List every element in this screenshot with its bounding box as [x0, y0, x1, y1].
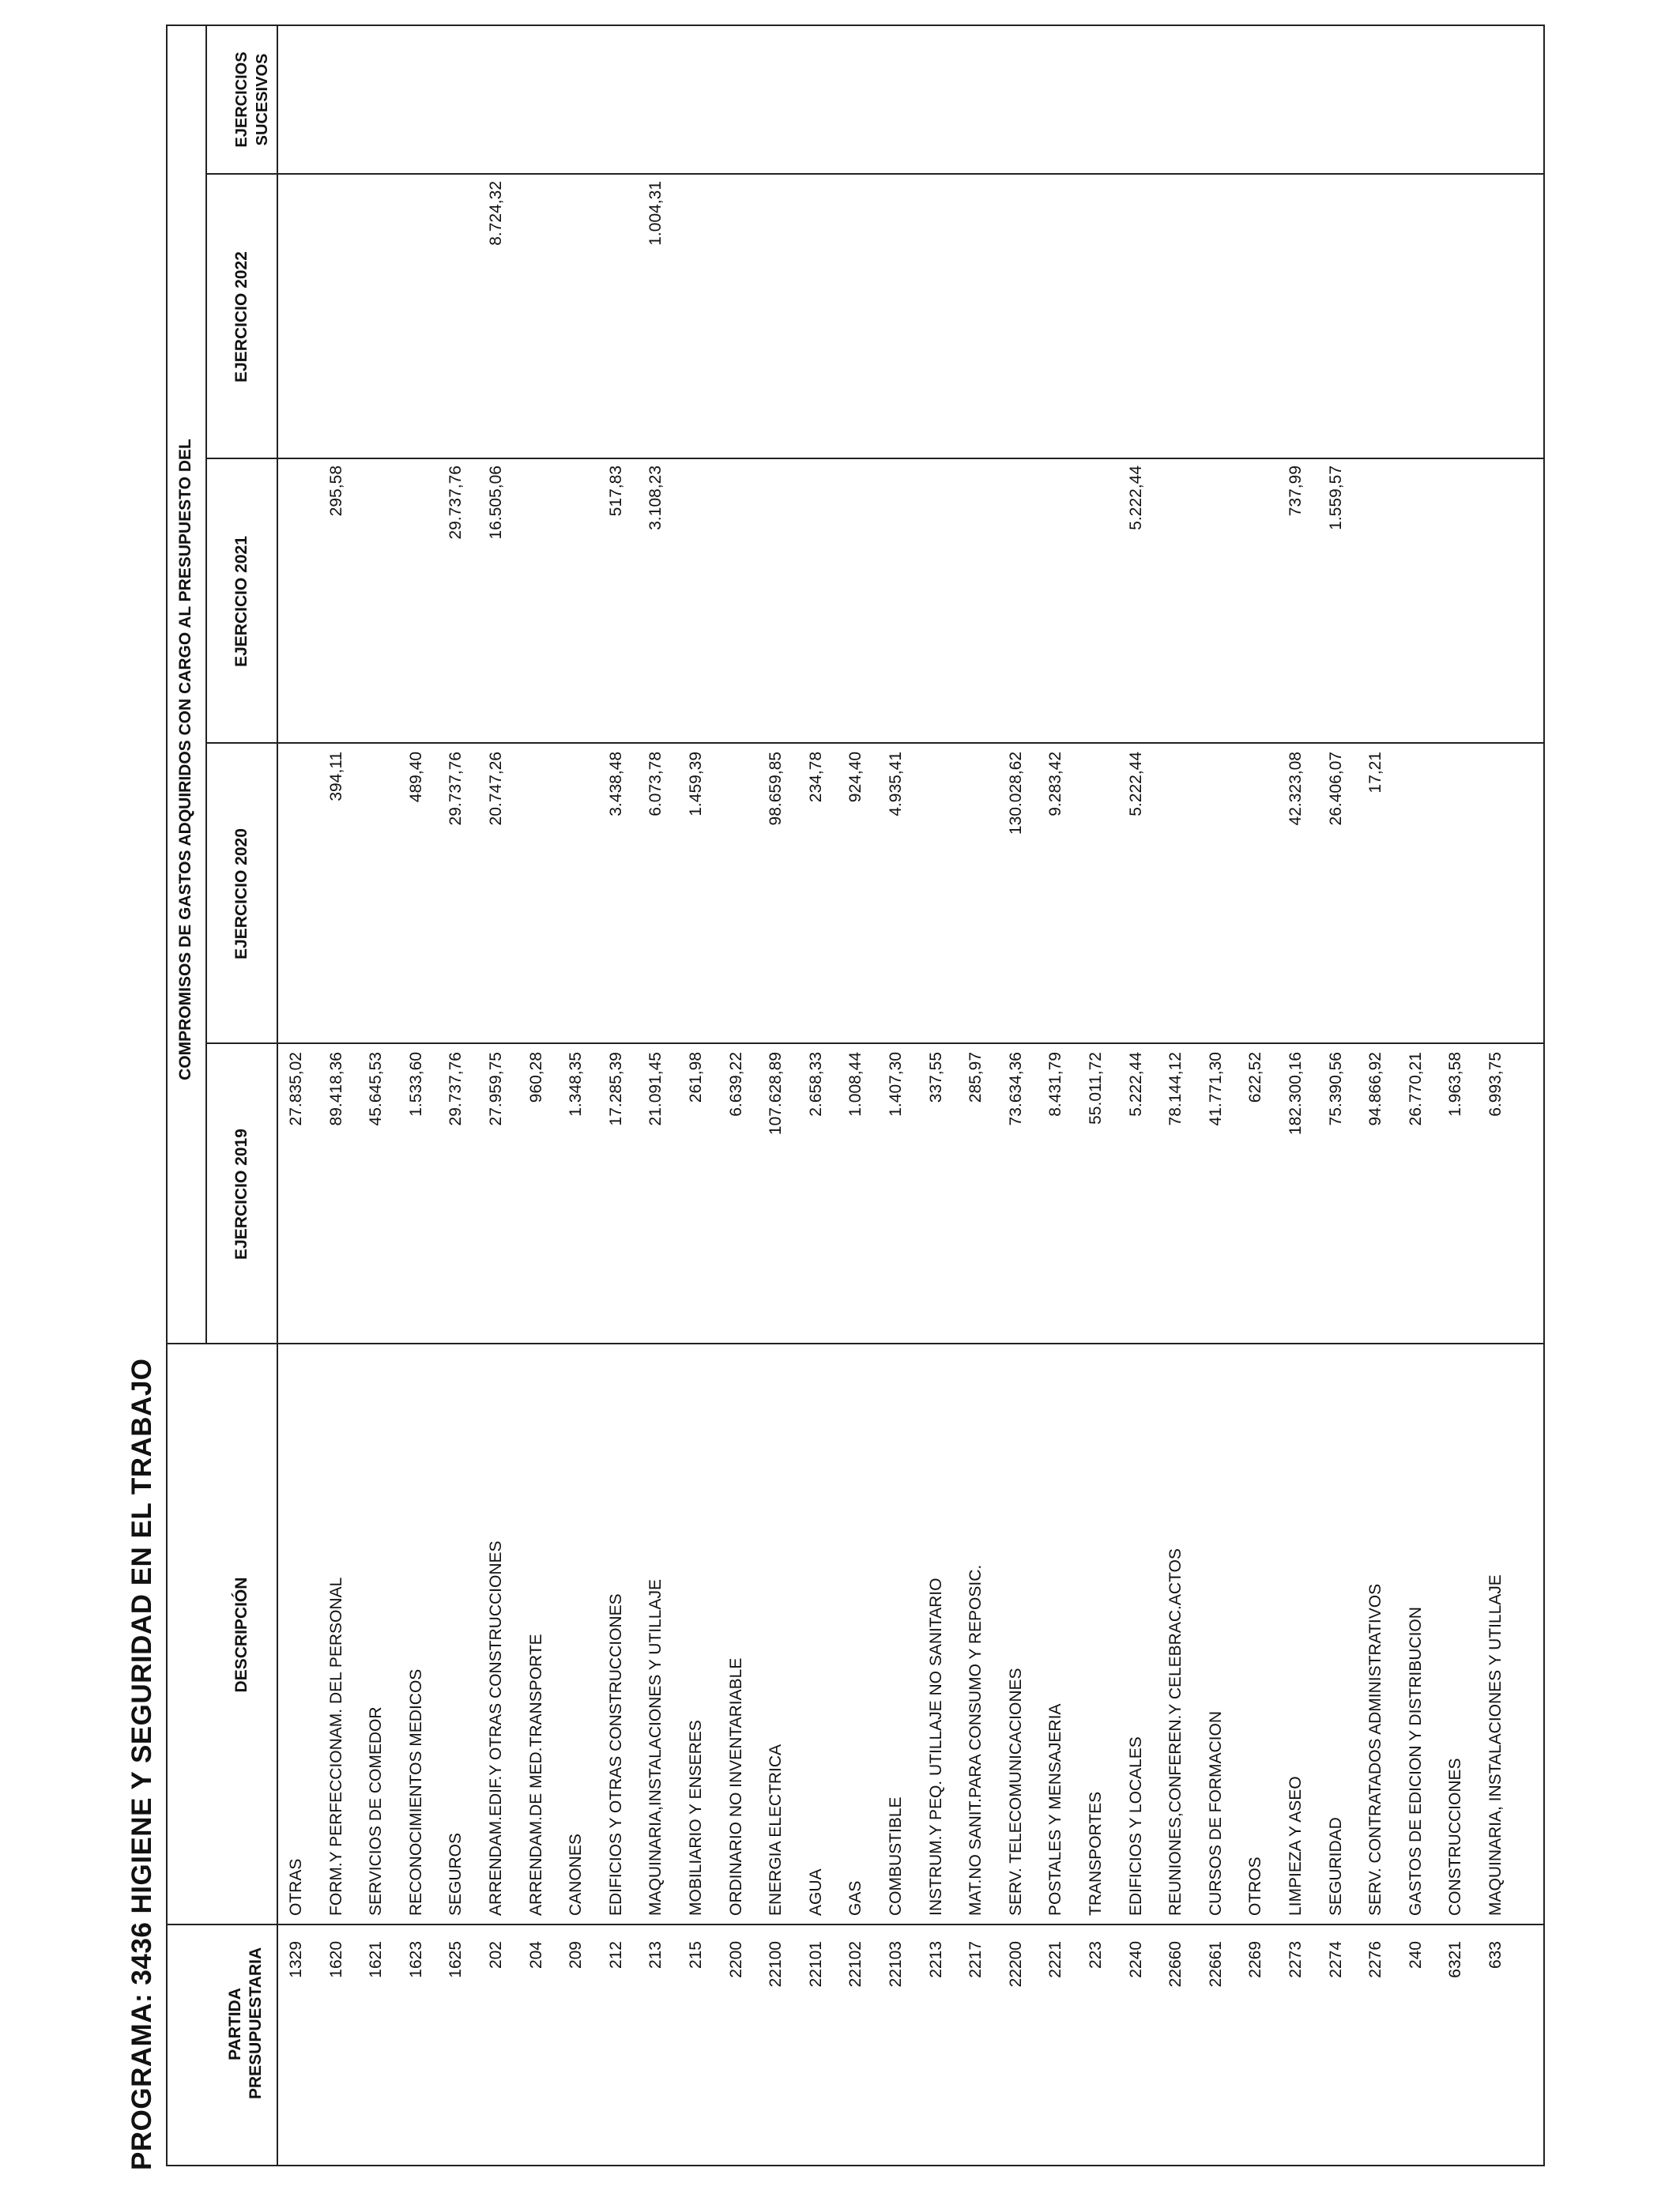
cell-descripcion: CURSOS DE FORMACION [1206, 1710, 1225, 1916]
cell-2020: 98.659,85 [767, 752, 785, 826]
cell-2020: 489,40 [406, 752, 425, 803]
cell-descripcion: SEGURIDAD [1326, 1817, 1345, 1916]
cell-partida: 2269 [1246, 1941, 1265, 1978]
cell-2019: 107.628,89 [767, 1052, 785, 1136]
cell-2022: 8.724,32 [487, 181, 505, 246]
cell-partida: 1625 [446, 1941, 465, 1978]
cell-2020: 4.935,41 [887, 752, 905, 816]
cell-descripcion: SERV. TELECOMUNICACIONES [1006, 1668, 1025, 1916]
cell-descripcion: GAS [846, 1880, 865, 1916]
col-divider-2022 [205, 173, 1545, 175]
cell-descripcion: RECONOCIMIENTOS MEDICOS [406, 1668, 425, 1916]
col-divider-partida [166, 1924, 1545, 1925]
cell-partida: 22660 [1166, 1941, 1185, 1988]
cell-2020: 3.438,48 [606, 752, 625, 816]
cell-partida: 1621 [367, 1941, 386, 1978]
cell-2019: 55.011,72 [1087, 1052, 1105, 1125]
cell-descripcion: ARRENDAM.EDIF.Y OTRAS CONSTRUCCIONES [487, 1540, 505, 1916]
cell-descripcion: TRANSPORTES [1087, 1791, 1105, 1916]
cell-partida: 1329 [287, 1941, 305, 1978]
cell-2019: 41.771,30 [1206, 1052, 1225, 1126]
cell-descripcion: AGUA [806, 1868, 825, 1916]
cell-descripcion: SERV. CONTRATADOS ADMINISTRATIVOS [1366, 1583, 1385, 1916]
cell-2019: 6.639,22 [726, 1052, 745, 1117]
cell-descripcion: LIMPIEZA Y ASEO [1286, 1776, 1305, 1916]
group-header-divider [205, 25, 207, 1344]
cell-partida: 209 [567, 1941, 586, 1970]
cell-descripcion: INSTRUM.Y PEQ. UTILLAJE NO SANITARIO [926, 1578, 945, 1916]
header-2019: EJERCICIO 2019 [232, 1129, 250, 1260]
header-partida: PARTIDA PRESUPUESTARIA [226, 1947, 265, 2099]
cell-partida: 22103 [887, 1941, 905, 1988]
header-descripcion: DESCRIPCIÓN [232, 1577, 250, 1693]
cell-partida: 22101 [806, 1941, 825, 1988]
cell-2019: 8.431,79 [1046, 1052, 1065, 1117]
cell-2019: 337,55 [926, 1052, 945, 1103]
header-bottom-divider [277, 25, 278, 2166]
cell-descripcion: REUNIONES,CONFEREN.Y CELEBRAC.ACTOS [1166, 1548, 1185, 1916]
cell-descripcion: EDIFICIOS Y OTRAS CONSTRUCCIONES [606, 1593, 625, 1916]
cell-2019: 27.959,75 [487, 1052, 505, 1126]
cell-partida: 2200 [726, 1941, 745, 1978]
cell-descripcion: CANONES [567, 1834, 586, 1916]
cell-2019: 21.091,45 [646, 1052, 665, 1126]
cell-2022: 1.004,31 [646, 181, 665, 246]
cell-2019: 1.963,58 [1446, 1052, 1465, 1117]
cell-2019: 75.390,56 [1326, 1052, 1345, 1126]
cell-descripcion: ORDINARIO NO INVENTARIABLE [726, 1657, 745, 1916]
cell-2019: 1.348,35 [567, 1052, 586, 1117]
header-2022: EJERCICIO 2022 [232, 251, 250, 383]
cell-2019: 6.993,75 [1486, 1052, 1505, 1117]
cell-descripcion: MAT.NO SANIT.PARA CONSUMO Y REPOSIC. [966, 1564, 985, 1916]
cell-descripcion: POSTALES Y MENSAJERIA [1046, 1703, 1065, 1916]
cell-partida: 223 [1087, 1941, 1105, 1970]
cell-descripcion: MAQUINARIA,INSTALACIONES Y UTILLAJE [646, 1579, 665, 1916]
cell-2019: 5.222,44 [1126, 1052, 1145, 1117]
cell-partida: 213 [646, 1941, 665, 1970]
cell-2020: 9.283,42 [1046, 752, 1065, 816]
program-title: PROGRAMA: 3436 HIGIENE Y SEGURIDAD EN EL TRABAJO [126, 1358, 157, 2170]
cell-partida: 2273 [1286, 1941, 1305, 1978]
cell-descripcion: COMBUSTIBLE [887, 1796, 905, 1916]
cell-2021: 517,83 [606, 466, 625, 517]
cell-2020: 29.737,76 [446, 752, 465, 826]
cell-partida: 2217 [966, 1941, 985, 1978]
cell-descripcion: SERVICIOS DE COMEDOR [367, 1706, 386, 1916]
cell-2019: 182.300,16 [1286, 1052, 1305, 1136]
cell-partida: 212 [606, 1941, 625, 1970]
cell-partida: 215 [687, 1941, 705, 1970]
cell-partida: 2276 [1366, 1941, 1385, 1978]
cell-2019: 285,97 [966, 1052, 985, 1103]
cell-2019: 622,52 [1246, 1052, 1265, 1103]
cell-2020: 17,21 [1366, 752, 1385, 794]
cell-2020: 1.459,39 [687, 752, 705, 816]
cell-partida: 22661 [1206, 1941, 1225, 1988]
cell-2019: 27.835,02 [287, 1052, 305, 1126]
cell-2019: 29.737,76 [446, 1052, 465, 1126]
cell-2019: 78.144,12 [1166, 1052, 1185, 1126]
cell-2019: 89.418,36 [326, 1052, 345, 1126]
cell-partida: 22200 [1006, 1941, 1025, 1988]
cell-2021: 1.559,57 [1326, 466, 1345, 530]
cell-descripcion: CONSTRUCCIONES [1446, 1758, 1465, 1916]
cell-descripcion: ENERGIA ELECTRICA [767, 1744, 785, 1916]
cell-partida: 2274 [1326, 1941, 1345, 1978]
cell-partida: 1620 [326, 1941, 345, 1978]
cell-partida: 2221 [1046, 1941, 1065, 1978]
header-sucesivos: EJERCICIOS SUCESIVOS [233, 51, 271, 148]
cell-2019: 1.533,60 [406, 1052, 425, 1117]
cell-descripcion: MOBILIARIO Y ENSERES [687, 1720, 705, 1916]
cell-partida: 240 [1406, 1941, 1425, 1970]
cell-2021: 737,99 [1286, 466, 1305, 517]
cell-partida: 6321 [1446, 1941, 1465, 1978]
cell-partida: 2240 [1126, 1941, 1145, 1978]
col-divider-2021 [205, 458, 1545, 459]
cell-2020: 6.073,78 [646, 752, 665, 816]
cell-2019: 73.634,36 [1006, 1052, 1025, 1126]
cell-descripcion: OTRAS [287, 1858, 305, 1916]
cell-2019: 1.008,44 [846, 1052, 865, 1117]
cell-2021: 16.505,06 [487, 466, 505, 540]
cell-2019: 45.645,53 [367, 1052, 386, 1126]
cell-partida: 22102 [846, 1941, 865, 1988]
cell-descripcion: SEGUROS [446, 1832, 465, 1916]
cell-2019: 17.285,39 [606, 1052, 625, 1126]
cell-2019: 2.658,33 [806, 1052, 825, 1117]
cell-partida: 204 [526, 1941, 545, 1970]
cell-descripcion: ARRENDAM.DE MED.TRANSPORTE [526, 1634, 545, 1916]
cell-2020: 394,11 [326, 752, 345, 801]
cell-2021: 295,58 [326, 466, 345, 517]
cell-2020: 924,40 [846, 752, 865, 803]
cell-2021: 29.737,76 [446, 466, 465, 540]
cell-2019: 960,28 [526, 1052, 545, 1103]
cell-2020: 130.028,62 [1006, 752, 1025, 835]
cell-2021: 5.222,44 [1126, 466, 1145, 530]
cell-partida: 1623 [406, 1941, 425, 1978]
cell-descripcion: OTROS [1246, 1857, 1265, 1916]
cell-descripcion: FORM.Y PERFECCIONAM. DEL PERSONAL [326, 1577, 345, 1916]
cell-2020: 26.406,07 [1326, 752, 1345, 826]
cell-2019: 1.407,30 [887, 1052, 905, 1117]
cell-2020: 5.222,44 [1126, 752, 1145, 816]
header-2021: EJERCICIO 2021 [232, 536, 250, 667]
cell-partida: 202 [487, 1941, 505, 1970]
cell-partida: 633 [1486, 1941, 1505, 1970]
cell-partida: 22100 [767, 1941, 785, 1988]
cell-descripcion: GASTOS DE EDICION Y DISTRIBUCION [1406, 1607, 1425, 1916]
header-2020: EJERCICIO 2020 [232, 828, 250, 959]
cell-2019: 26.770,21 [1406, 1052, 1425, 1126]
cell-2020: 234,78 [806, 752, 825, 803]
cell-descripcion: EDIFICIOS Y LOCALES [1126, 1736, 1145, 1916]
cell-2019: 94.866,92 [1366, 1052, 1385, 1126]
cell-2019: 261,98 [687, 1052, 705, 1103]
cell-2020: 42.323,08 [1286, 752, 1305, 826]
cell-2020: 20.747,26 [487, 752, 505, 826]
cell-partida: 2213 [926, 1941, 945, 1978]
header-group: COMPROMISOS DE GASTOS ADQUIRIDOS CON CARGO AL PRESUPUESTO DEL [176, 439, 194, 1080]
cell-descripcion: MAQUINARIA, INSTALACIONES Y UTILLAJE [1486, 1574, 1505, 1916]
cell-2021: 3.108,23 [646, 466, 665, 530]
